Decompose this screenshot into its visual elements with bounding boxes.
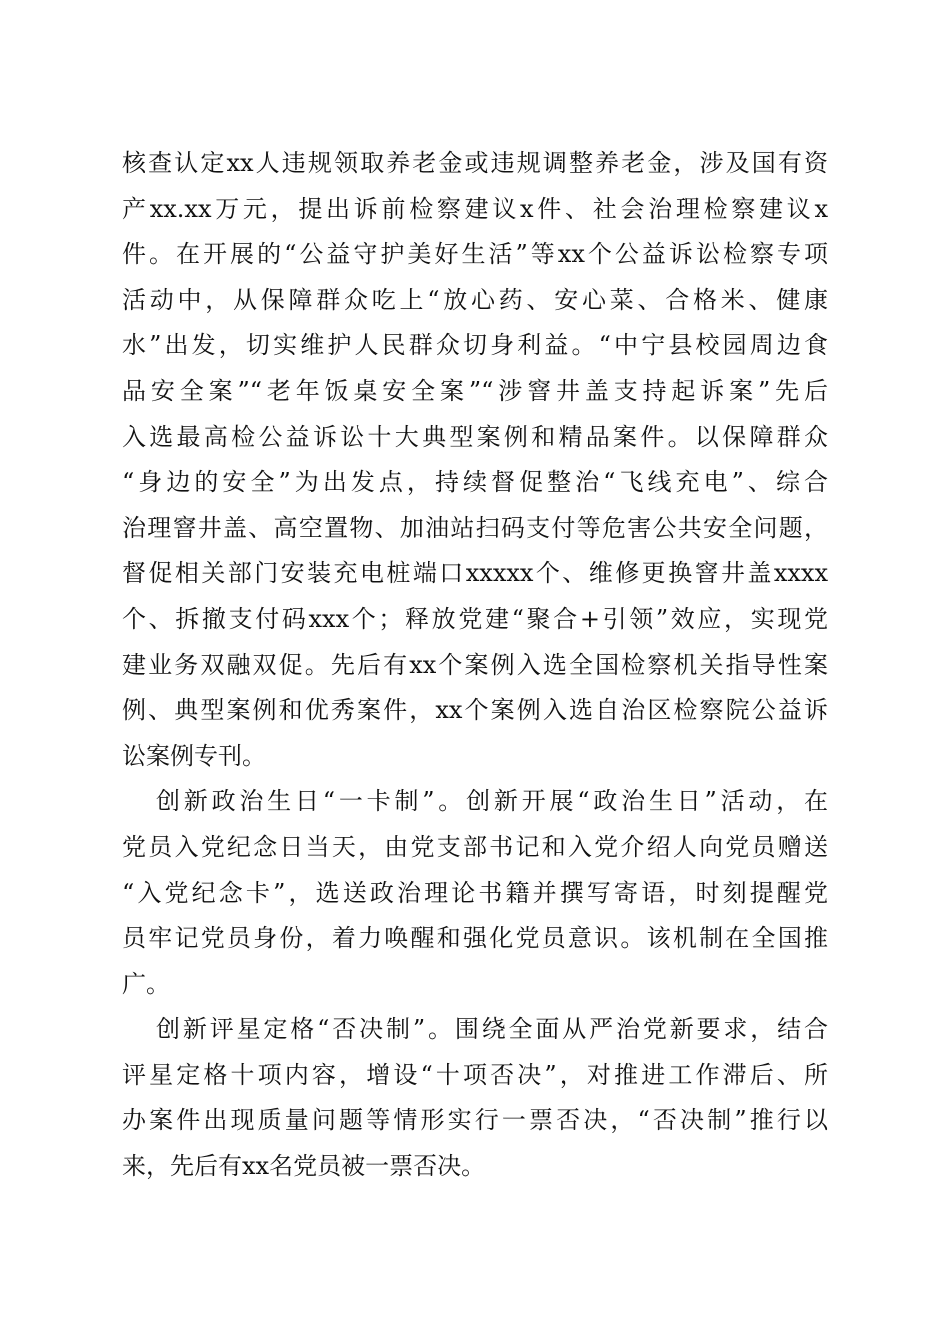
- paragraph-1-line: “身边的安全”为出发点，持续督促整治“飞线充电”、综合: [122, 468, 828, 497]
- paragraph-1-line: 个、拆撤支付码xxx个；释放党建“聚合+引领”效应，实现党: [122, 604, 828, 633]
- paragraph-3-line: 来，先后有xx名党员被一票否决。: [122, 1152, 486, 1181]
- paragraph-1-line: 水”出发，切实维护人民群众切身利益。“中宁县校园周边食: [122, 331, 828, 360]
- paragraph-1-line: 建业务双融双促。先后有xx个案例入选全国检察机关指导性案: [122, 650, 828, 679]
- paragraph-2-line: 员牢记党员身份，着力唤醒和强化党员意识。该机制在全国推: [122, 924, 828, 953]
- paragraph-3: [122, 1007, 828, 1189]
- paragraph-3-line: 创新评星定格“否决制”。围绕全面从严治党新要求，结合: [156, 1015, 828, 1044]
- paragraph-1-line: 品安全案”“老年饭桌安全案”“涉窨井盖支持起诉案”先后: [122, 376, 828, 405]
- paragraph-1-line: 督促相关部门安装充电桩端口xxxxx个、维修更换窨井盖xxxx: [122, 559, 828, 588]
- paragraph-1-line: 件。在开展的“公益守护美好生活”等xx个公益诉讼检察专项: [122, 240, 828, 269]
- paragraph-1-line: 治理窨井盖、高空置物、加油站扫码支付等危害公共安全问题，: [122, 513, 828, 542]
- paragraph-2: [122, 779, 828, 1007]
- paragraph-1-line: 核查认定xx人违规领取养老金或违规调整养老金，涉及国有资: [122, 149, 828, 177]
- paragraph-1-line: 例、典型案例和优秀案件，xx个案例入选自治区检察院公益诉: [122, 696, 828, 725]
- paragraph-1: [122, 141, 828, 779]
- paragraph-1-line: 活动中，从保障群众吃上“放心药、安心菜、合格米、健康: [122, 285, 828, 314]
- paragraph-2-line: 广。: [122, 969, 170, 998]
- document-body: [122, 141, 828, 1190]
- paragraph-1-line: 讼案例专刊。: [122, 741, 266, 770]
- paragraph-1-line: 入选最高检公益诉讼十大典型案例和精品案件。以保障群众: [122, 422, 828, 451]
- paragraph-1-line: 产xx.xx万元，提出诉前检察建议x件、社会治理检察建议x: [122, 194, 828, 223]
- paragraph-3-line: 办案件出现质量问题等情形实行一票否决，“否决制”推行以: [122, 1106, 828, 1135]
- paragraph-2-line: “入党纪念卡”，选送政治理论书籍并撰写寄语，时刻提醒党: [122, 878, 828, 907]
- paragraph-2-line: 创新政治生日“一卡制”。创新开展“政治生日”活动，在: [156, 787, 828, 816]
- paragraph-3-line: 评星定格十项内容，增设“十项否决”，对推进工作滞后、所: [122, 1060, 828, 1089]
- paragraph-2-line: 党员入党纪念日当天，由党支部书记和入党介绍人向党员赠送: [122, 832, 828, 861]
